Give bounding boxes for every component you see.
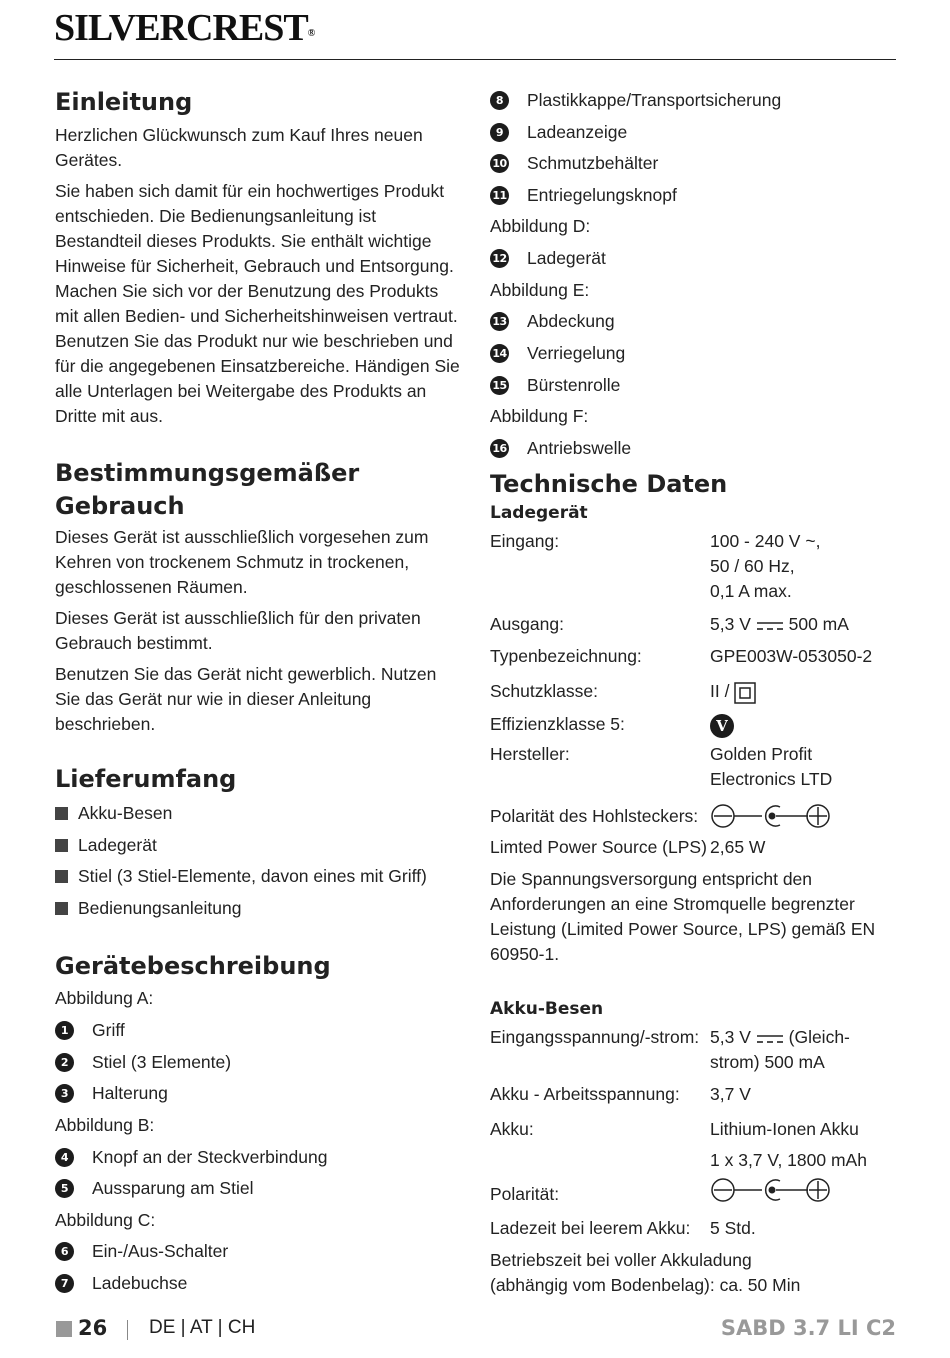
number-badge-icon: 16 (490, 439, 509, 458)
intro-paragraph-1: Herzlichen Glückwunsch zum Kauf Ihres neuen Gerätes. (55, 125, 423, 170)
right-column (490, 85, 900, 1298)
spec-value: 5,3 V 500 mA (710, 614, 849, 635)
spec-value: II / (710, 676, 756, 706)
left-column (55, 80, 465, 1299)
part-item: 4 Knopf an der Steckverbindung (55, 1141, 465, 1173)
double-insulation-icon (734, 682, 756, 704)
spec-value: 100 - 240 V ~, 50 / 60 Hz, 0,1 A max. (710, 531, 821, 602)
part-item: 10 Schmutzbehälter (490, 148, 900, 180)
number-badge-icon: 10 (490, 154, 509, 173)
number-badge-icon: 2 (55, 1053, 74, 1072)
brand-logo: SILVERCREST® (54, 7, 315, 49)
part-item: 3 Halterung (55, 1078, 465, 1110)
spec-polarity (490, 1182, 900, 1216)
spec-label: Effizienzklasse 5: (490, 714, 625, 735)
use-paragraph-1: Dieses Gerät ist ausschließlich vorgesehen zum Kehren von trockenem Schmutz in trockenen, geschlossenen Räumen. (55, 527, 429, 597)
bullet-square-icon (55, 807, 68, 820)
polarity-symbol-icon (710, 802, 832, 830)
use-paragraph-3: Benutzen Sie das Gerät nicht gewerblich. Nutzen Sie das Gerät nur wie in dieser Anleitung beschrieben. (55, 664, 437, 734)
number-badge-icon: 5 (55, 1179, 74, 1198)
figure-label: Abbildung E: (490, 279, 590, 300)
spec-value: Golden Profit Electronics LTD (710, 744, 833, 790)
list-item: Bedienungsanleitung (55, 893, 465, 925)
scope-heading: Lieferumfang (55, 765, 237, 793)
tech-data-heading: Technische Daten (490, 470, 728, 499)
part-item: 2 Stiel (3 Elemente) (55, 1047, 465, 1079)
list-item: Stiel (3 Stiel-Elemente, davon eines mit Griff) (55, 861, 465, 893)
spec-input-voltage (490, 1025, 900, 1082)
intro-paragraph-2: Sie haben sich damit für ein hochwertiges Produkt entschieden. Die Bedienungsanleitung ist Bestandteil dieses Produkts. Sie enthält wichtige Hinweise für Sicherheit, Gebrauch und Entsorgung. Machen Sie sich vor der Benutzung des Produkts mit allen Bedien- und Sicherheitshinweisen vertraut. Benutzen Sie das Produkt nur wie beschrieben und für die angegebenen Einsatzbereiche. Händigen Sie alle Unterlagen bei Weitergabe des Produkts an Dritte mit aus. (55, 181, 460, 426)
spec-value: 5 Std. (710, 1218, 756, 1239)
intro-heading: Einleitung (55, 88, 193, 116)
spec-value: Lithium-Ionen Akku 1 x 3,7 V, 1800 mAh (710, 1119, 867, 1171)
efficiency-badge-icon: V (710, 714, 734, 738)
spec-polarity-plug (490, 804, 900, 835)
polarity-symbol-icon (710, 1176, 832, 1204)
spec-input (490, 529, 900, 612)
number-badge-icon: 13 (490, 312, 509, 331)
spec-efficiency (490, 710, 900, 742)
spec-value (710, 1176, 832, 1211)
spec-value: 5,3 V (Gleich- strom) 500 mA (710, 1027, 850, 1073)
spec-value: 2,65 W (710, 837, 766, 858)
part-item: 5 Aussparung am Stiel (55, 1173, 465, 1205)
use-heading-line-2: Gebrauch (55, 492, 185, 520)
page-number: 26 (78, 1316, 108, 1340)
bullet-square-icon (55, 870, 68, 883)
footer-page-marker (56, 1321, 72, 1337)
number-badge-icon: 3 (55, 1084, 74, 1103)
spec-charge-time (490, 1216, 900, 1248)
spec-label: Typenbezeichnung: (490, 646, 642, 667)
spec-value (710, 710, 734, 738)
spec-label: Eingang: (490, 531, 560, 552)
figure-label: Abbildung A: (55, 988, 154, 1009)
figure-label: Abbildung C: (55, 1209, 156, 1230)
part-item: 11 Entriegelungsknopf (490, 180, 900, 212)
spec-label: Ausgang: (490, 614, 564, 635)
spec-label: Polarität des Hohlsteckers: (490, 806, 699, 827)
spec-label: Schutzklasse: (490, 681, 598, 702)
part-item: 15 Bürstenrolle (490, 369, 900, 401)
header-rule (54, 59, 896, 60)
charger-subheading: Ladegerät (490, 503, 588, 524)
part-item: 14 Verriegelung (490, 338, 900, 370)
number-badge-icon: 11 (490, 186, 509, 205)
bullet-square-icon (55, 902, 68, 915)
spec-battery (490, 1114, 900, 1178)
figure-label: Abbildung D: (490, 216, 591, 237)
spec-label: Akku: (490, 1119, 534, 1140)
part-item: 12 Ladegerät (490, 243, 900, 275)
spec-manufacturer (490, 742, 900, 798)
number-badge-icon: 12 (490, 249, 509, 268)
part-item: 7 Ladebuchse (55, 1268, 465, 1300)
spec-value: 3,7 V (710, 1084, 751, 1105)
use-heading (55, 457, 465, 523)
number-badge-icon: 4 (55, 1148, 74, 1167)
number-badge-icon: 9 (490, 123, 509, 142)
spec-type (490, 644, 900, 676)
spec-label: Eingangsspannung/-strom: (490, 1027, 700, 1048)
broom-subheading: Akku-Besen (490, 999, 604, 1020)
part-item: 13 Abdeckung (490, 306, 900, 338)
spec-label: Hersteller: (490, 744, 570, 765)
use-heading-line-1: Bestimmungsgemäßer (55, 459, 360, 487)
number-badge-icon: 6 (55, 1242, 74, 1261)
list-item: Akku-Besen (55, 798, 465, 830)
spec-working-voltage (490, 1082, 900, 1114)
number-badge-icon: 1 (55, 1021, 74, 1040)
scope-list (55, 798, 465, 924)
description-heading: Gerätebeschreibung (55, 952, 331, 981)
dc-symbol-icon (756, 621, 784, 631)
part-item: 16 Antriebswelle (490, 433, 900, 465)
number-badge-icon: 15 (490, 376, 509, 395)
part-item: 8 Plastikkappe/Transportsicherung (490, 85, 900, 117)
figure-label: Abbildung F: (490, 405, 589, 426)
spec-label: Ladezeit bei leerem Akku: (490, 1218, 691, 1239)
spec-label: Polarität: (490, 1184, 560, 1205)
spec-output (490, 612, 900, 644)
bullet-square-icon (55, 839, 68, 852)
spec-label: Akku - Arbeitsspannung: (490, 1084, 680, 1105)
figure-label: Abbildung B: (55, 1114, 155, 1135)
spec-lps (490, 835, 900, 867)
number-badge-icon: 14 (490, 344, 509, 363)
footer-divider (127, 1320, 128, 1340)
part-item: 1 Griff (55, 1015, 465, 1047)
part-item: 6 Ein-/Aus-Schalter (55, 1236, 465, 1268)
list-item: Ladegerät (55, 830, 465, 862)
runtime-note: Betriebszeit bei voller Akkuladung (abhängig vom Bodenbelag): ca. 50 Min (490, 1250, 801, 1296)
spec-label: Limted Power Source (LPS) (490, 837, 707, 858)
spec-value (710, 802, 832, 837)
number-badge-icon: 7 (55, 1274, 74, 1293)
spec-protection-class (490, 676, 900, 710)
number-badge-icon: 8 (490, 91, 509, 110)
use-paragraph-2: Dieses Gerät ist ausschließlich für den privaten Gebrauch bestimmt. (55, 608, 421, 653)
footer-model-number: SABD 3.7 LI C2 (720, 1316, 896, 1340)
footer-languages: DE | AT | CH (149, 1317, 256, 1338)
lps-note: Die Spannungsversorgung entspricht den Anforderungen an eine Stromquelle begrenzter Leistung (Limited Power Source, LPS) gemäß EN 60950-1. (490, 869, 876, 965)
spec-value: GPE003W-053050-2 (710, 646, 873, 667)
dc-symbol-icon (756, 1034, 784, 1044)
part-item: 9 Ladeanzeige (490, 117, 900, 149)
parts-list-left (55, 983, 465, 1299)
